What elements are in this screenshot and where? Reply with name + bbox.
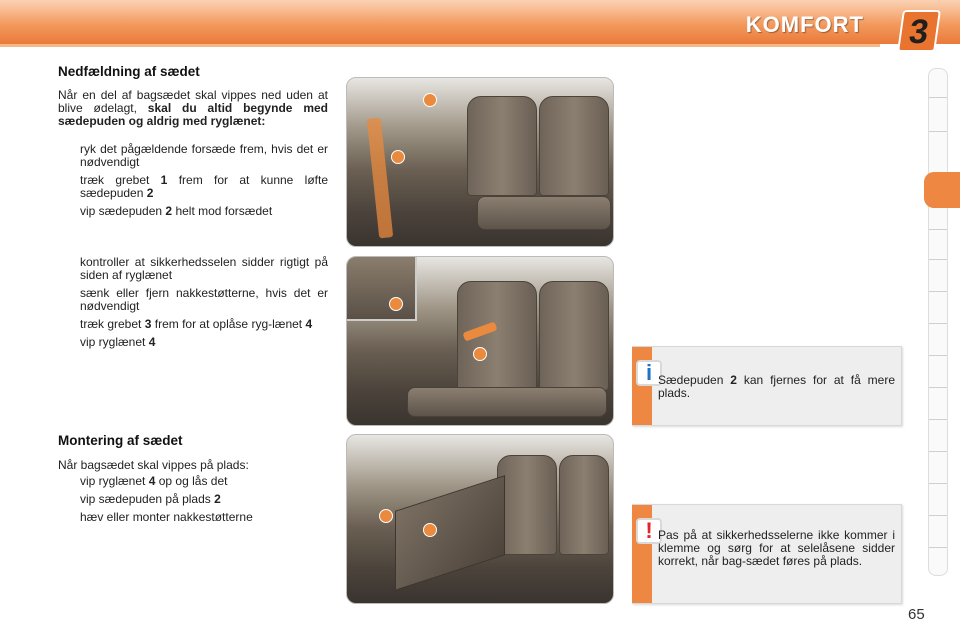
- tab-divider: [929, 483, 947, 484]
- tab-divider: [929, 515, 947, 516]
- lever-detail-inset: [347, 257, 417, 321]
- callout-marker: [391, 150, 405, 164]
- list-item: ryk det pågældende forsæde frem, hvis det er nødvendigt: [80, 142, 328, 169]
- list-item: kontroller at sikkerhedsselen sidder rigtigt på siden af ryglænet: [80, 255, 328, 282]
- chapter-number-badge: 3: [897, 10, 941, 52]
- callout-marker: [473, 347, 487, 361]
- note-accent-bar: [632, 347, 652, 425]
- reassembly-photo: [346, 434, 614, 604]
- callout-marker: [423, 93, 437, 107]
- list-item: træk grebet 3 frem for at oplåse ryg-lænet 4: [80, 317, 313, 331]
- section-heading-fold-down: Nedfældning af sædet: [58, 64, 200, 79]
- active-chapter-tab[interactable]: [924, 172, 960, 208]
- warning-icon: !: [636, 518, 662, 544]
- list-item: træk grebet 1 frem for at kunne løfte sædepuden 2: [80, 173, 328, 200]
- seat-cushion-image: [407, 387, 607, 417]
- seat-backrest-image: [559, 455, 609, 555]
- section-heading-reassembly: Montering af sædet: [58, 433, 183, 448]
- list-item: vip ryglænet 4: [80, 335, 156, 349]
- tab-divider: [929, 291, 947, 292]
- tab-divider: [929, 323, 947, 324]
- callout-marker: [389, 297, 403, 311]
- tab-divider: [929, 97, 947, 98]
- seat-cushion-image: [477, 196, 611, 230]
- header-divider: [0, 44, 880, 47]
- tab-divider: [929, 229, 947, 230]
- tab-divider: [929, 419, 947, 420]
- chapter-tab-strip: [928, 68, 948, 576]
- tab-divider: [929, 355, 947, 356]
- page-number: 65: [908, 606, 925, 623]
- tilted-cushion-outline: [367, 118, 393, 239]
- list-item: hæv eller monter nakkestøtterne: [80, 510, 253, 524]
- info-note: [632, 346, 902, 426]
- intro-bold-text: skal du altid begynde med sædepuden og aldrig med ryglænet:: [58, 101, 328, 128]
- info-note-text: Sædepuden 2 kan fjernes for at få mere plads.: [658, 373, 895, 400]
- section-intro: [58, 89, 328, 128]
- folded-seat-image: [395, 475, 505, 591]
- warning-note-text: Pas på at sikkerhedsselerne ikke kommer i klemme og sørg for at selelåsene sidder korrekt, når bag-sædet føres på plads.: [658, 528, 895, 568]
- callout-marker: [379, 509, 393, 523]
- tab-divider: [929, 451, 947, 452]
- backrest-steps-list: [58, 256, 328, 354]
- list-item: vip sædepuden 2 helt mod forsædet: [80, 204, 273, 218]
- info-icon: i: [636, 360, 662, 386]
- seat-backrest-image: [539, 281, 609, 391]
- list-item: vip sædepuden på plads 2: [80, 492, 221, 506]
- callout-marker: [423, 523, 437, 537]
- section2-intro: Når bagsædet skal vippes på plads:: [58, 458, 249, 472]
- seat-backrest-image: [497, 455, 557, 555]
- seat-cushion-photo: [346, 77, 614, 247]
- seat-backrest-image: [539, 96, 609, 196]
- intro-plain-text: Når en del af bagsædet skal vippes ned uden at blive ødelagt,: [58, 88, 328, 115]
- tab-divider: [929, 131, 947, 132]
- seat-backrest-image: [467, 96, 537, 196]
- tab-divider: [929, 387, 947, 388]
- list-item: vip ryglænet 4 op og lås det: [80, 474, 228, 488]
- list-item: sænk eller fjern nakkestøtterne, hvis det er nødvendigt: [80, 286, 328, 313]
- backrest-photo: [346, 256, 614, 426]
- reassembly-steps-list: [58, 475, 328, 529]
- tab-divider: [929, 259, 947, 260]
- tab-divider: [929, 547, 947, 548]
- warning-note: [632, 504, 902, 604]
- fold-steps-list: [58, 143, 328, 223]
- chapter-title: KOMFORT: [745, 12, 864, 37]
